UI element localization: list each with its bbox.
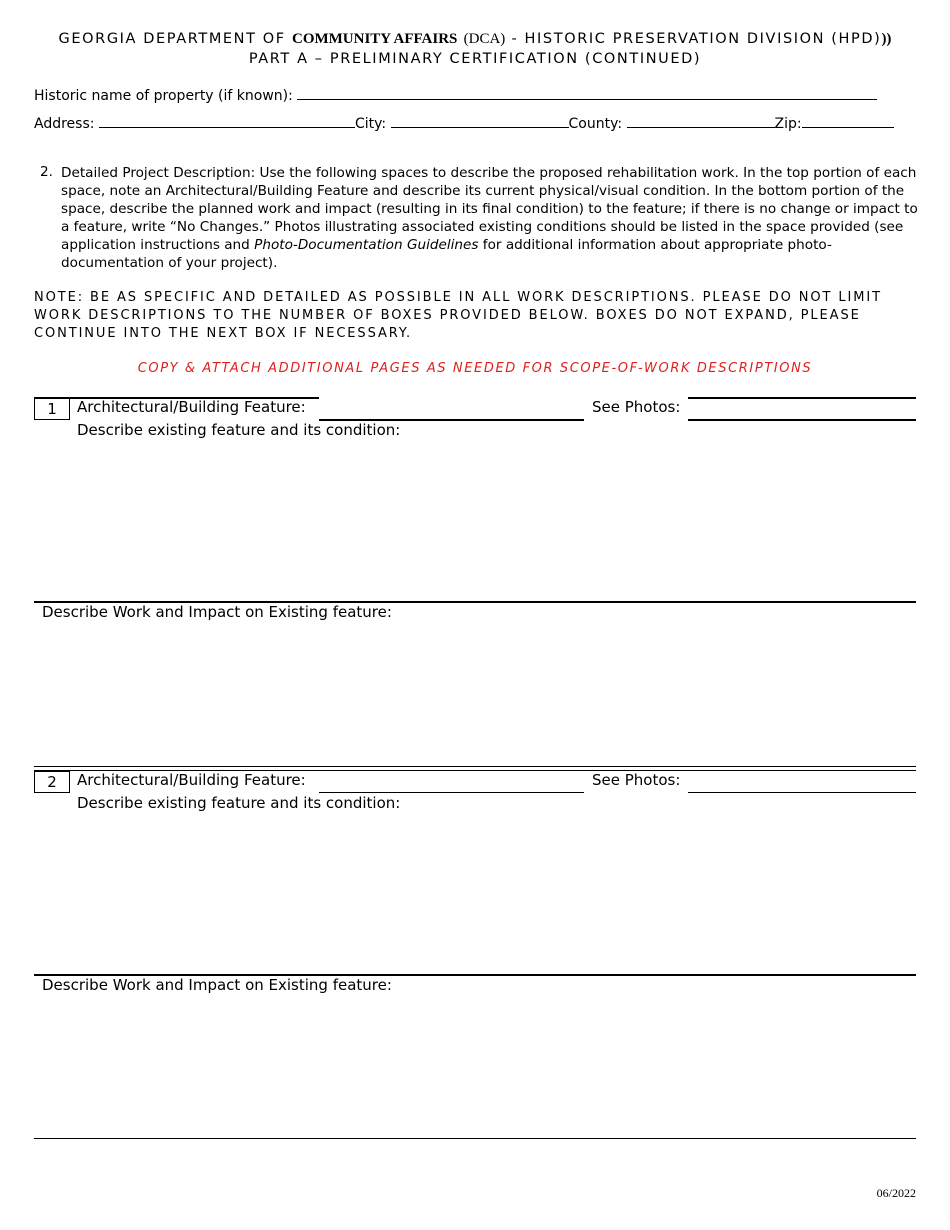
form-subtitle: PART A – PRELIMINARY CERTIFICATION (CONTINUED) [248,51,702,67]
item-2-photos-label: See Photos: [592,771,681,789]
item-2-photos-input[interactable] [688,792,916,793]
item-2-number-box: 2 [34,771,70,793]
revision-date: 06/2022 [876,1186,916,1200]
county-label: County: [568,116,623,132]
photo-guidelines-ref: Photo-Documentation Guidelines [254,237,479,253]
copy-notice: COPY & ATTACH ADDITIONAL PAGES AS NEEDED FOR SCOPE-OF-WORK DESCRIPTIONS [137,361,813,376]
item-2-feature-input[interactable] [319,792,584,793]
item-2-existing-area[interactable] [34,815,916,971]
item-1-existing-area[interactable] [34,442,916,598]
address-field[interactable] [99,115,355,128]
city-label: City: [354,116,387,132]
city-field[interactable] [391,115,569,128]
title-dca: (DCA) [463,31,506,47]
title-community-affairs: COMMUNITY AFFAIRS [291,31,458,47]
instruction-number: 2. [40,164,53,180]
note-text: NOTE: BE AS SPECIFIC AND DETAILED AS POSSIBLE IN ALL WORK DESCRIPTIONS. PLEASE DO NOT LIMIT WORK DESCRIPTIONS TO THE NUMBER OF BOXES PROVIDED BELOW. BOXES DO NOT EXPAND, PLEASE CONTINUE INTO THE NEXT BOX IF NECESSARY. [34,290,882,341]
item-2-top-rule-a [34,766,916,767]
address-label: Address: [34,116,95,132]
historic-name-row [34,87,877,104]
title-hpd: - HISTORIC PRESERVATION DIVISION (HPD) [511,31,882,47]
title-dept: GEORGIA DEPARTMENT OF [58,31,286,47]
form-title [0,31,950,48]
title-parens: )) [881,31,892,47]
historic-name-field[interactable] [297,87,877,100]
instruction-text: Detailed Project Description: Use the following spaces to describe the proposed rehabilitation work. In the top portion of each space, note an Architectural/Building Feature and describe its current physical/visual condition. In the bottom portion of the space, describe the planned work and impact (resulting in its final condition) to the feature; if there is no change or impact to a feature, write “No Changes.” Photos illustrating associated existing conditions should be listed in the space provided (see application instructions and Photo-Documentation Guidelines for additional information about appropriate photo-documentation of your project). [61,165,918,271]
item-1-photos-input[interactable] [688,419,916,421]
zip-label: Zip: [774,116,802,132]
item-2-existing-label: Describe existing feature and its condition: [77,794,401,812]
item-1-feature-label: Architectural/Building Feature: [77,398,306,416]
item-1-work-area[interactable] [34,624,916,764]
address-row [34,115,894,132]
county-field[interactable] [627,115,775,128]
historic-name-label: Historic name of property (if known): [34,88,293,104]
item-1-top-rule-right [688,397,916,399]
item-2-work-area[interactable] [34,997,916,1133]
item-2-work-label: Describe Work and Impact on Existing feature: [42,976,392,994]
zip-field[interactable] [802,115,894,128]
item-1-photos-label: See Photos: [592,398,681,416]
item-2-bottom-rule [34,1138,916,1139]
item-1-work-label: Describe Work and Impact on Existing feature: [42,603,392,621]
item-2-feature-label: Architectural/Building Feature: [77,771,306,789]
item-1-number-box: 1 [34,398,70,420]
item-1-existing-label: Describe existing feature and its condition: [77,421,401,439]
